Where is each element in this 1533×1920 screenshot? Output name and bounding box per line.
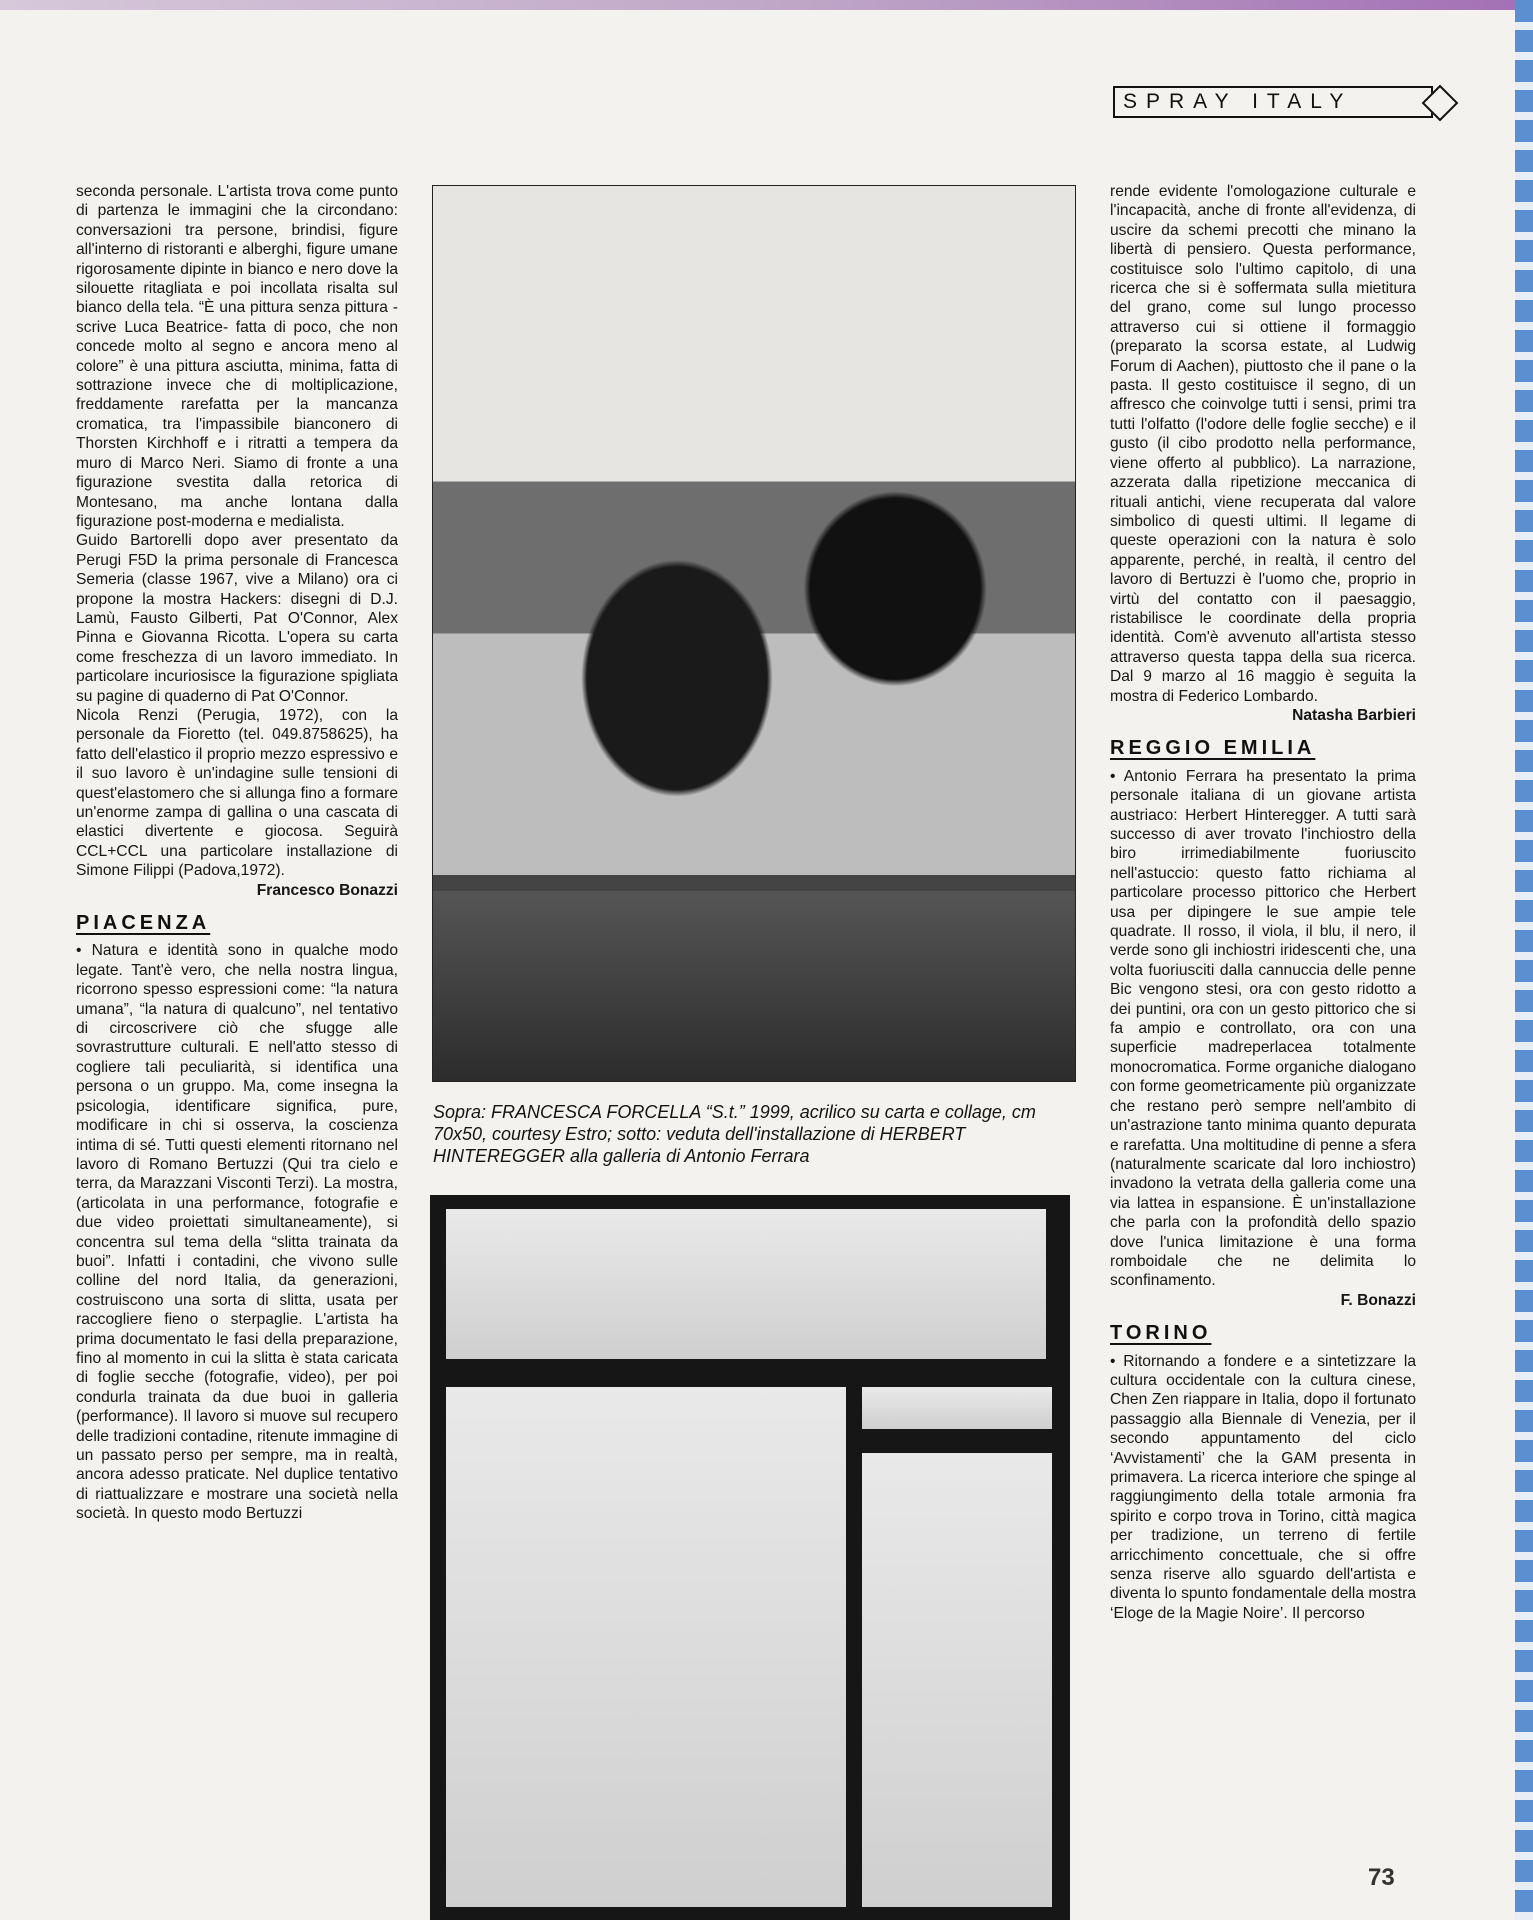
paragraph: Guido Bartorelli dopo aver presentato da Perugi F5D la prima personale di Francesca Semeria (classe 1967, vive a Milano) ora ci propone la mostra Hackers: disegni di D.J. Lamù, Fausto Gilberti, Pat O'Connor, Alex Pinna e Giovanna Ricotta. L'opera su carta come freschezza di un lavoro immediato. In particolare incuriosisce la figurazione spigliata su pagine di quaderno di Pat O'Connor. bbox=[76, 532, 398, 705]
right-column bbox=[1110, 182, 1416, 1623]
right-page-edge bbox=[1515, 0, 1533, 1920]
photo-floor bbox=[433, 891, 1075, 1081]
paragraph: • Ritornando a fondere e a sintetizzare la cultura occidentale con la cultura cinese, Chen Zen riappare in Italia, dopo il fortunato passaggio alla Biennale di Venezia, per il secondo appuntamento del ciclo ‘Avvistamenti’ che la GAM presenta in primavera. La ricerca interiore che spinge al raggiungimento della totale armonia fra spirito e corpo trova in Torino, città magica per tradizione, un terreno di fertile arricchimento concettuale, che si offre senza riserve allo sguardo dell'artista e diventa lo spunto fondamentale della mostra ‘Eloge de la Magie Noire’. Il percorso bbox=[1110, 1352, 1417, 1622]
paragraph: • Natura e identità sono in qualche modo legate. Tant'è vero, che nella nostra lingua, ricorrono spesso espressioni come: “la natura umana”, “la natura di qualcuno”, nel tentativo di circoscrivere ciò che sfugge alle sovrastrutture culturali. E nell'atto stesso di cogliere tali peculiarità, si identifica una persona o un gruppo. Ma, come insegna la psicologia, identificare significa, pure, modificare in chi si osserva, la coscienza intima di sé. Tutti questi elementi ritornano nel lavoro di Romano Bertuzzi (Qui tra cielo e terra, da Marazzani Visconti Terzi). La mostra, (articolata in una performance, fotografie e due video proiettati simultaneamente), si concentra sul tema della “slitta trainata da buoi”. Infatti i contadini, che vivono sulle colline del nord Italia, da generazioni, costruiscono una sorta di slitta, usata per raccogliere fieno o sterpaglie. L'artista ha prima documentato le fasi della preparazione, fino al momento in cui la slitta è stata caricata di foglie secche (fotografie, video), per poi condurla trainata da due buoi in galleria (performance). Il lavoro si muove sul recupero delle tradizioni contadine, ritenute immagine di un passato perso per sempre, ma in realtà, ancora adesso praticate. Nel duplice tentativo di riattualizzare e mostrare una società nella società. In questo modo Bertuzzi bbox=[76, 942, 398, 1523]
section-heading-reggio-emilia: REGGIO EMILIA bbox=[1110, 737, 1316, 760]
photo-caption: Sopra: FRANCESCA FORCELLA “S.t.” 1999, acrilico su carta e collage, cm 70x50, courtesy Estro; sotto: veduta dell'installazione di HERBERT HINTEREGGER alla galleria di Antonio Ferrara bbox=[433, 1102, 1036, 1166]
top-color-band bbox=[0, 0, 1533, 10]
paragraph: seconda personale. L'artista trova come punto di partenza le immagini che la circondano: conversazioni tra persone, brindisi, figure all'interno di ristoranti e alberghi, figure umane rigorosamente dipinte in bianco e nero dove la silouette ritagliata e poi incollata risalta sul bianco della tela. “È una pittura senza pittura -scrive Luca Beatrice- fatta di poco, che non concede molto al segno e ancora meno al colore” è una pittura asciutta, minima, fatta di sottrazione invece che di moltiplicazione, freddamente rarefatta per la mancanza cromatica, tra l'impassibile bianconero di Thorsten Kirchhoff e i ritratti a tempera da muro di Marco Neri. Siamo di fronte a una figurazione svestita dalla retorica di Montesano, ma anche lontana dalla figurazione post-moderna e medialista. bbox=[76, 183, 398, 530]
window-pane bbox=[446, 1387, 846, 1907]
paragraph: Nicola Renzi (Perugia, 1972), con la personale da Fioretto (tel. 049.8758625), ha fatto dell'elastico il proprio mezzo espressivo e il suo lavoro è un'indagine sulle tensioni di quest'elastomero che si allunga fino a formare un'enorme zampa di gallina o una cascata di elastici divertente e giocosa. Seguirà CCL+CCL una particolare installazione di Simone Filippi (Padova,1972). bbox=[76, 706, 398, 880]
window-pane bbox=[862, 1387, 1052, 1429]
paragraph: • Antonio Ferrara ha presentato la prima personale italiana di un giovane artista austriaco: Herbert Hinteregger. A tutti sarà successo di aver trovato l'inchiostro della biro irrimediabilmente fuoriuscito nell'astuccio: questo fatto richiama al particolare processo pittorico che Herbert usa per dipingere le sue ampie tele quadrate. Il rosso, il viola, il blu, il nero, il verde sono gli inchiostri iridescenti che, una volta fuoriusciti dalla cannuccia delle penne Bic vengono stesi, ora con gesto ridotto a dei puntini, ora con un gesto pittorico che si fa ampio e controllato, ora con una superficie madreperlacea totalmente monocromatica. Forme organiche dialogano con forme geometricamente più organizzate che restano però sempre nell'ambito di un'astrazione tanto minima quanto depurata e rarefatta. Una moltitudine di penne a sfera (naturalmente scaricate dal loro inchiostro) invadono la vetrata della galleria come una via lattea in espansione. È un'installazione che parla con la profondità dello spazio dove l'unica limitazione è una forma romboidale che ne delimita lo sconfinamento. bbox=[1110, 767, 1416, 1290]
author-signature: Natasha Barbieri bbox=[1292, 706, 1416, 724]
section-header-text: SPRAY ITALY bbox=[1123, 90, 1353, 113]
author-signature: F. Bonazzi bbox=[1340, 1291, 1416, 1309]
author-signature: Francesco Bonazzi bbox=[256, 881, 398, 899]
installation-photo bbox=[430, 1195, 1070, 1920]
page-number: 73 bbox=[1368, 1864, 1395, 1891]
section-header bbox=[1113, 86, 1433, 118]
left-column bbox=[76, 182, 398, 1524]
section-heading-torino: TORINO bbox=[1110, 1322, 1212, 1345]
window-pane bbox=[446, 1209, 1046, 1359]
window-pane bbox=[862, 1453, 1052, 1907]
section-heading-piacenza: PIACENZA bbox=[76, 912, 211, 935]
paragraph: rende evidente l'omologazione culturale e l'incapacità, anche di fronte all'evidenza, di uscire da schemi precotti che minano la libertà di pensiero. Questa performance, costituisce solo l'ultimo capitolo, di una ricerca che si è soffermata sulla mietitura del grano, come sul lungo processo attraverso cui si ottiene il formaggio (preparato la scorsa estate, al Ludwig Forum di Aachen), piuttosto che il pane o la pasta. Il gesto costituisce il segno, di un affresco che coinvolge tutti i sensi, primi tra tutti l'olfatto (l'odore delle foglie secche) e il gusto (il cibo prodotto nella performance, viene offerto al pubblico). La narrazione, azzerata dalla ripetizione meccanica di rituali antichi, viene recuperata dal valore simbolico di questi ultimi. Il legame di queste operazioni con la natura è solo apparente, perché, in realtà, il centro del lavoro di Bertuzzi è l'uomo che, proprio in virtù del contatto con il paesaggio, ristabilisce le coordinate della propria identità. Com'è avvenuto all'artista stesso attraverso questa tappa della sua ricerca. Dal 9 marzo al 16 maggio è seguita la mostra di Federico Lombardo. bbox=[1110, 183, 1416, 705]
painting-photo bbox=[432, 185, 1076, 1082]
